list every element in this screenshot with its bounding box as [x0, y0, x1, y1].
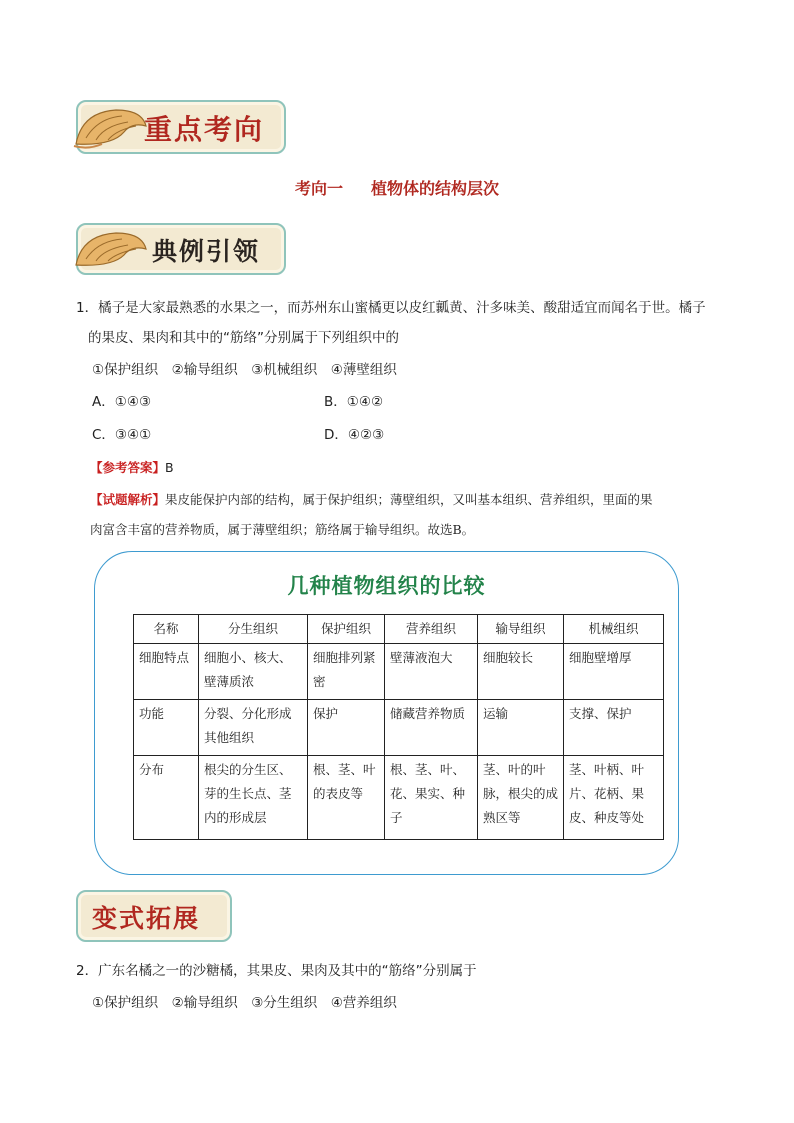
table-row	[134, 756, 664, 840]
banner-focus-text: 重点考向	[144, 113, 265, 146]
row-label: 分布	[134, 756, 199, 840]
banner-focus	[76, 100, 286, 154]
q2-options: ①保护组织 ②输导组织 ③分生组织 ④营养组织	[92, 995, 397, 1011]
banner-example	[76, 223, 286, 275]
conch-shell-icon	[72, 227, 150, 275]
q1-analysis-line2: 肉富含丰富的营养物质，属于薄壁组织；筋络属于输导组织。故选B。	[90, 522, 475, 537]
q1-line2: 的果皮、果肉和其中的“筋络”分别属于下列组织中的	[88, 330, 399, 346]
comparison-table	[133, 614, 664, 840]
table-cell: 细胞小、核大、壁薄质浓	[199, 644, 308, 700]
table-cell: 壁薄液泡大	[385, 644, 478, 700]
analysis-text1: 果皮能保护内部的结构，属于保护组织；薄壁组织，又叫基本组织、营养组织，里面的果	[165, 492, 653, 507]
table-header: 机械组织	[564, 615, 664, 644]
table-cell: 细胞较长	[478, 644, 564, 700]
section-topic: 植物体的结构层次	[371, 179, 500, 198]
q1-choice-b: B．①④②	[324, 394, 384, 410]
table-header: 分生组织	[199, 615, 308, 644]
q1-line1: 1．橘子是大家最熟悉的水果之一，而苏州东山蜜橘更以皮红瓤黄、汁多味美、酸甜适宜而闻名于世。橘子	[76, 300, 706, 316]
banner-variant-text: 变式拓展	[92, 904, 201, 933]
q1-analysis-line1	[90, 487, 653, 513]
table-header: 营养组织	[385, 615, 478, 644]
table-cell: 根尖的分生区、芽的生长点、茎内的形成层	[199, 756, 308, 840]
table-cell: 根、茎、叶的表皮等	[308, 756, 385, 840]
table-cell: 茎、叶的叶脉，根尖的成熟区等	[478, 756, 564, 840]
answer-value: B	[165, 460, 174, 475]
q2-line1: 2．广东名橘之一的沙糖橘，其果皮、果肉及其中的“筋络”分别属于	[76, 963, 477, 979]
section-label: 考向一	[294, 179, 343, 198]
table-cell: 储藏营养物质	[385, 700, 478, 756]
section-title	[0, 176, 794, 199]
q1-choice-a: A．①④③	[92, 394, 152, 410]
table-cell: 保护	[308, 700, 385, 756]
comparison-title: 几种植物组织的比较	[287, 573, 486, 598]
q1-choice-c: C．③④①	[92, 427, 152, 443]
answer-label: 【参考答案】	[90, 460, 166, 475]
table-header: 输导组织	[478, 615, 564, 644]
table-cell: 分裂、分化形成其他组织	[199, 700, 308, 756]
table-row	[134, 644, 664, 700]
table-row	[134, 700, 664, 756]
conch-shell-icon	[72, 104, 150, 154]
banner-variant	[76, 890, 232, 942]
q1-options: ①保护组织 ②输导组织 ③机械组织 ④薄壁组织	[92, 362, 397, 378]
row-label: 细胞特点	[134, 644, 199, 700]
analysis-label: 【试题解析】	[90, 492, 166, 507]
table-cell: 运输	[478, 700, 564, 756]
q1-answer	[90, 455, 174, 481]
table-cell: 茎、叶柄、叶片、花柄、果皮、种皮等处	[564, 756, 664, 840]
table-header: 保护组织	[308, 615, 385, 644]
table-header-row	[134, 615, 664, 644]
table-cell: 支撑、保护	[564, 700, 664, 756]
table-cell: 细胞排列紧密	[308, 644, 385, 700]
banner-example-text: 典例引领	[152, 237, 261, 266]
row-label: 功能	[134, 700, 199, 756]
comparison-box	[94, 551, 679, 875]
table-cell: 根、茎、叶、花、果实、种子	[385, 756, 478, 840]
table-cell: 细胞壁增厚	[564, 644, 664, 700]
q1-choice-d: D．④②③	[324, 427, 385, 443]
table-header: 名称	[134, 615, 199, 644]
